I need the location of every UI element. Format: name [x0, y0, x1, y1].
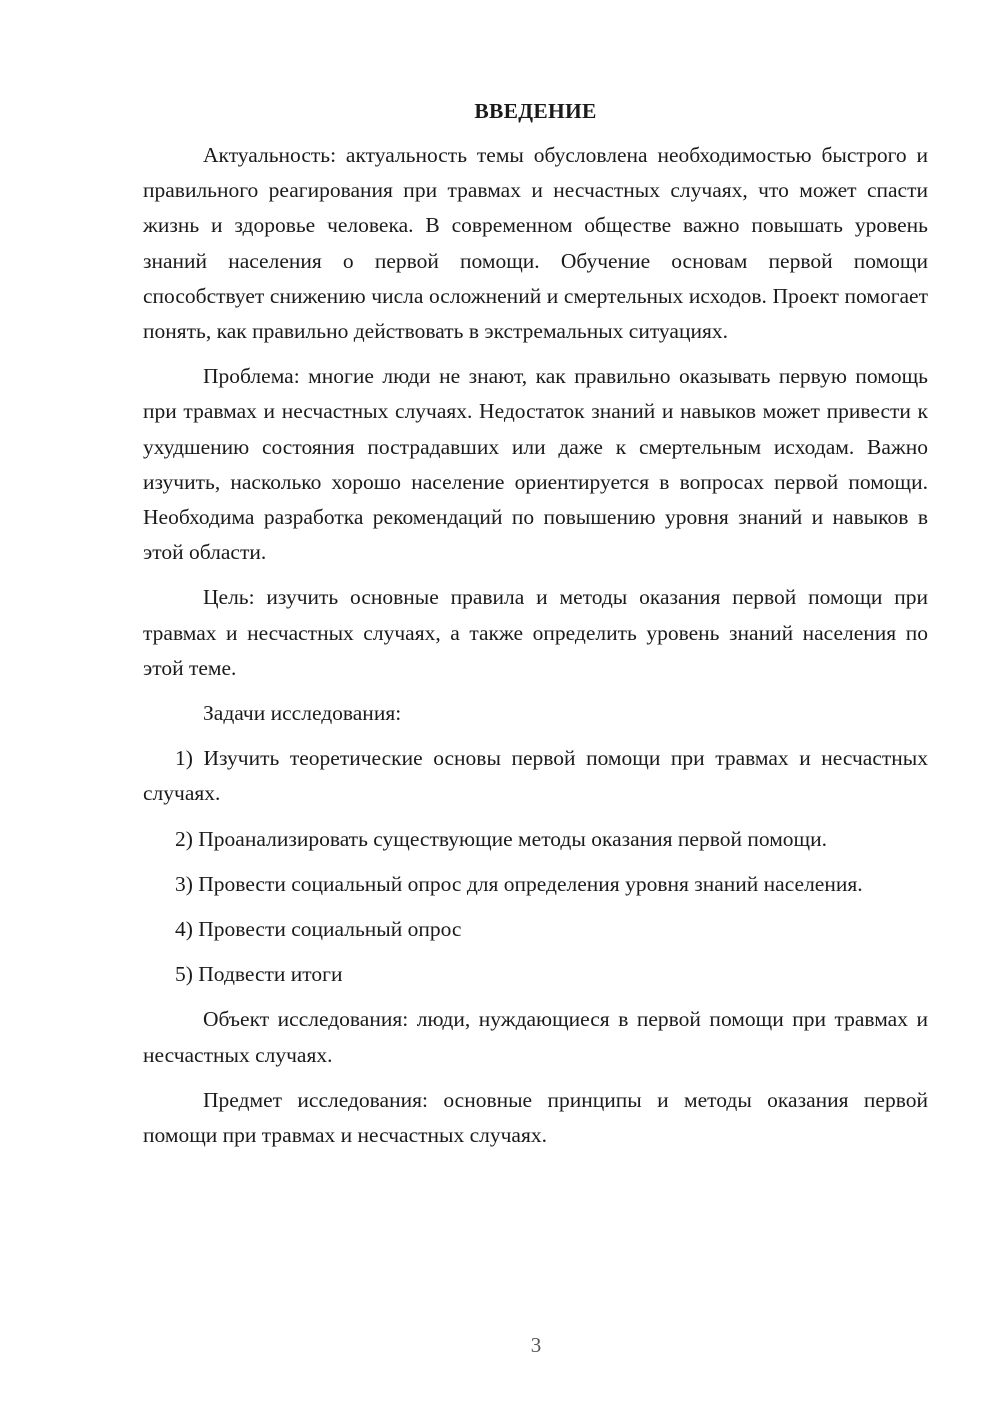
- subject-paragraph: Предмет исследования: основные принципы и методы оказания первой помощи при травмах и несчастных случаях.: [143, 1087, 928, 1148]
- page-title: ВВЕДЕНИЕ: [474, 99, 597, 123]
- page-content: [143, 94, 928, 1163]
- goal-paragraph: Цель: изучить основные правила и методы оказания первой помощи при травмах и несчастных случаях, а также определить уровень знаний населения по этой теме.: [143, 585, 928, 680]
- page-number: 3: [530, 1333, 542, 1357]
- task-item-3: 3) Провести социальный опрос для определения уровня знаний населения.: [175, 871, 863, 896]
- object-paragraph: Объект исследования: люди, нуждающиеся в первой помощи при травмах и несчастных случаях.: [143, 1007, 928, 1067]
- relevance-paragraph: Актуальность: актуальность темы обусловлена необходимостью быстрого и правильного реагирования при травмах и несчастных случаях, что может спасти жизнь и здоровье человека. В современном обществе важно повышать уровень знаний населения о первой помощи. Обучение основам первой помощи способствует снижению числа осложнений и смертельных исходов. Проект помогает понять, как правильно действовать в экстремальных ситуациях.: [143, 143, 928, 344]
- problem-paragraph: Проблема: многие люди не знают, как правильно оказывать первую помощь при травмах и несчастных случаях. Недостаток знаний и навыков может привести к ухудшению состояния пострадавших или даже к смертельным исходам. Важно изучить, насколько хорошо население ориентируется в вопросах первой помощи. Необходима разработка рекомендаций по повышению уровня знаний и навыков в этой области.: [143, 364, 928, 565]
- task-item-4: 4) Провести социальный опрос: [175, 917, 462, 942]
- tasks-heading: Задачи исследования:: [203, 701, 402, 726]
- task-item-2: 2) Проанализировать существующие методы оказания первой помощи.: [175, 826, 827, 851]
- task-item-1: 1) Изучить теоретические основы первой помощи при травмах и несчастных случаях.: [143, 746, 928, 806]
- task-item-5: 5) Подвести итоги: [175, 962, 343, 987]
